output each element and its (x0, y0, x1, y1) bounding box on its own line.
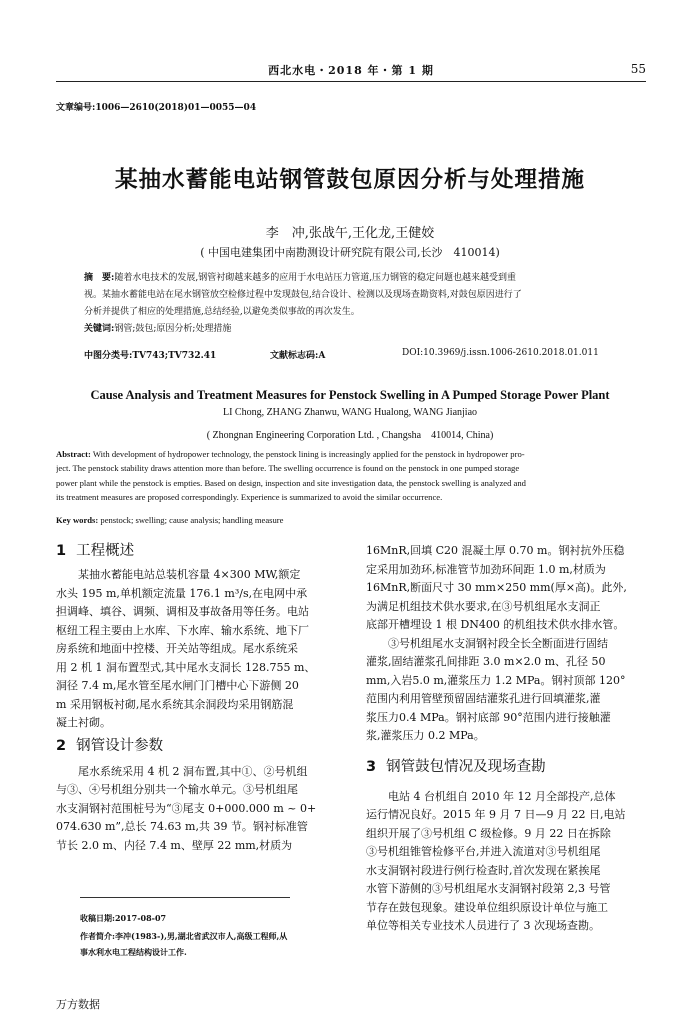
keywords-en-line (56, 515, 646, 525)
abstract-en-line: With development of hydropower technology, the penstock lining is increasingly applied for the penstock in hydropower pro- (90, 449, 525, 459)
keywords-en-label: Key words: (56, 515, 99, 525)
section-title: 钢管鼓包情况及现场查勘 (386, 758, 546, 775)
body-line: 定采用加劲环,标准管节加劲环间距 1.0 m,材质为 (366, 562, 606, 576)
received-date: 收稿日期:2017-08-07 (80, 913, 167, 923)
clc-number: 中图分类号:TV743;TV732.41 (84, 351, 217, 361)
keywords-cn: 钢管;鼓包;原因分析;处理措施 (114, 324, 232, 334)
body-line: 16MnR,回填 C20 混凝土厚 0.70 m。钢衬抗外压稳 (366, 544, 625, 557)
abstract-en-line: power plant while the penstock is empties. Based on design, inspection and site investigation data, the penstock swelling is analyzed and (56, 477, 526, 488)
abstract-cn (84, 270, 624, 338)
section-2-heading (56, 737, 348, 763)
abstract-cn-line: 视。某抽水蓄能电站在尾水钢管放空检修过程中发现鼓包,结合设计、检测以及现场查勘资料,对鼓包原因进行了 (84, 290, 522, 300)
body-line: 浆,灌浆压力 0.2 MPa。 (366, 729, 485, 742)
section-number: 1 (56, 543, 67, 559)
footer-watermark: 万方数据 (56, 998, 100, 1011)
body-line: 16MnR,断面尺寸 30 mm×250 mm(厚×高)。此外, (366, 581, 627, 594)
body-line: 凝土衬砌。 (56, 716, 111, 729)
footnote-divider (80, 897, 290, 898)
body-line: 水管下游侧的③号机组尾水支洞钢衬段第 2,3 号管 (366, 882, 611, 895)
abstract-cn-line: 分析并提供了相应的处理措施,总结经验,以避免类似事故的再次发生。 (84, 307, 360, 317)
classification-line (84, 348, 624, 364)
paper-title-cn: 某抽水蓄能电站钢管鼓包原因分析与处理措施 (114, 167, 585, 193)
section-title: 工程概述 (76, 543, 135, 559)
body-line: 与③、④号机组分别共一个输水单元。③号机组尾 (56, 783, 298, 796)
abstract-en-line: its treatment measures are proposed correspondingly. Experience is summarized to avoid the similar occurrence. (56, 492, 443, 503)
keywords-en: penstock; swelling; cause analysis; handling measure (98, 515, 284, 525)
body-line: 洞径 7.4 m,尾水管至尾水闸门门槽中心下游侧 20 (56, 679, 299, 692)
body-line: 组织开展了③号机组 C 级检修。9 月 22 日在拆除 (366, 826, 611, 840)
body-line: 水支洞钢衬段进行例行检查时,首次发现在紧挨尾 (366, 863, 601, 877)
author-bio: 作者简介:李冲(1983-),男,湖北省武汉市人,高级工程师,从 (80, 931, 288, 941)
body-line: ③号机组尾水支洞钢衬段全长全断面进行固结 (388, 636, 608, 650)
body-line: 房系统和地面中控楼、开关站等组成。尾水系统采 (56, 642, 298, 655)
affiliation-en: ( Zhongnan Engineering Corporation Ltd. , Changsha 410014, China) (206, 430, 494, 441)
affiliation-cn: ( 中国电建集团中南勘测设计研究院有限公司,长沙 410014) (200, 246, 500, 259)
body-line: 节长 2.0 m、内径 7.4 m、壁厚 22 mm,材质为 (56, 838, 293, 852)
body-line: 电站 4 台机组自 2010 年 12 月全部投产,总体 (388, 789, 616, 803)
abstract-en-label: Abstract: (56, 449, 91, 459)
body-line: m 采用钢板衬砌,尾水系统其余洞段均采用钢筋混 (56, 697, 294, 711)
body-line: 底部开槽埋设 1 根 DN400 的机组技术供水排水管。 (366, 618, 625, 631)
keywords-cn-label: 关键词: (84, 324, 115, 334)
authors-en: LI Chong, ZHANG Zhanwu, WANG Hualong, WANG Jianjiao (222, 407, 478, 418)
body-line: 水头 195 m,单机额定流量 176.1 m³/s,在电网中承 (56, 586, 308, 600)
body-line: 某抽水蓄能电站总装机容量 4×300 MW,额定 (78, 568, 301, 581)
body-line: 用 2 机 1 洞布置型式,其中尾水支洞长 128.755 m、 (56, 660, 316, 674)
body-line: 单位等相关专业技术人员进行了 3 次现场查勘。 (366, 919, 600, 932)
section-number: 2 (56, 737, 67, 754)
paper-title-en: Cause Analysis and Treatment Measures for Penstock Swelling in A Pumped Storage Power Plant (90, 388, 610, 402)
abstract-cn-label: 摘 要: (84, 273, 115, 283)
section-1-heading (56, 542, 348, 566)
abstract-en-line: ject. The penstock stability draws attention more than before. The swelling occurrence is found on the penstock in one pumped storage (56, 463, 520, 474)
page-number: 55 (630, 62, 646, 76)
body-line: 浆压力0.4 MPa。钢衬底部 90°范围内进行接触灌 (366, 710, 611, 724)
body-line: 为满足机组技术供水要求,在③号机组尾水支洞正 (366, 599, 601, 613)
section-number: 3 (366, 758, 377, 775)
journal-issue: 西北水电・2018 年・第 1 期 (268, 64, 434, 77)
abstract-en (56, 447, 646, 505)
body-line: 灌浆,固结灌浆孔间排距 3.0 m×2.0 m、孔径 50 (366, 655, 606, 668)
body-line: 担调峰、填谷、调频、调相及事故备用等任务。电站 (56, 605, 309, 618)
body-line: mm,入岩5.0 m,灌浆压力 1.2 MPa。钢衬顶部 120° (366, 673, 626, 687)
authors-cn: 李 冲,张战午,王化龙,王健姣 (265, 226, 435, 241)
section-title: 钢管设计参数 (76, 737, 164, 754)
running-header (56, 62, 646, 82)
body-line: 水支洞钢衬范围桩号为“③尾支 0+000.000 m ~ 0+ (56, 801, 317, 815)
body-line: 节存在鼓包现象。建设单位组织原设计单位与施工 (366, 900, 608, 914)
body-line: ③号机组锥管检修平台,并进入流道对③号机组尾 (366, 845, 601, 858)
body-line: 尾水系统采用 4 机 2 洞布置,其中①、②号机组 (78, 764, 308, 778)
section-3-heading (366, 758, 646, 788)
body-line: 运行情况良好。2015 年 9 月 7 日—9 月 22 日,电站 (366, 808, 626, 821)
article-number: 文章编号:1006—2610(2018)01—0055—04 (56, 103, 257, 113)
document-code: 文献标志码:A (270, 351, 326, 361)
right-column (366, 542, 646, 936)
doi: DOI:10.3969/j.issn.1006-2610.2018.01.011 (402, 348, 599, 358)
body-line: 074.630 m”,总长 74.63 m,共 39 节。钢衬标准管 (56, 820, 308, 833)
body-line: 枢纽工程主要由上水库、下水库、输水系统、地下厂 (56, 623, 309, 637)
abstract-cn-line: 随着水电技术的发展,钢管衬砌越来越多的应用于水电站压力管道,压力钢管的稳定问题也越来越受到重 (114, 273, 517, 283)
left-column (56, 542, 348, 855)
author-bio: 事水利水电工程结构设计工作. (80, 947, 187, 957)
body-line: 范围内利用管壁预留固结灌浆孔进行回填灌浆,灌 (366, 692, 601, 705)
